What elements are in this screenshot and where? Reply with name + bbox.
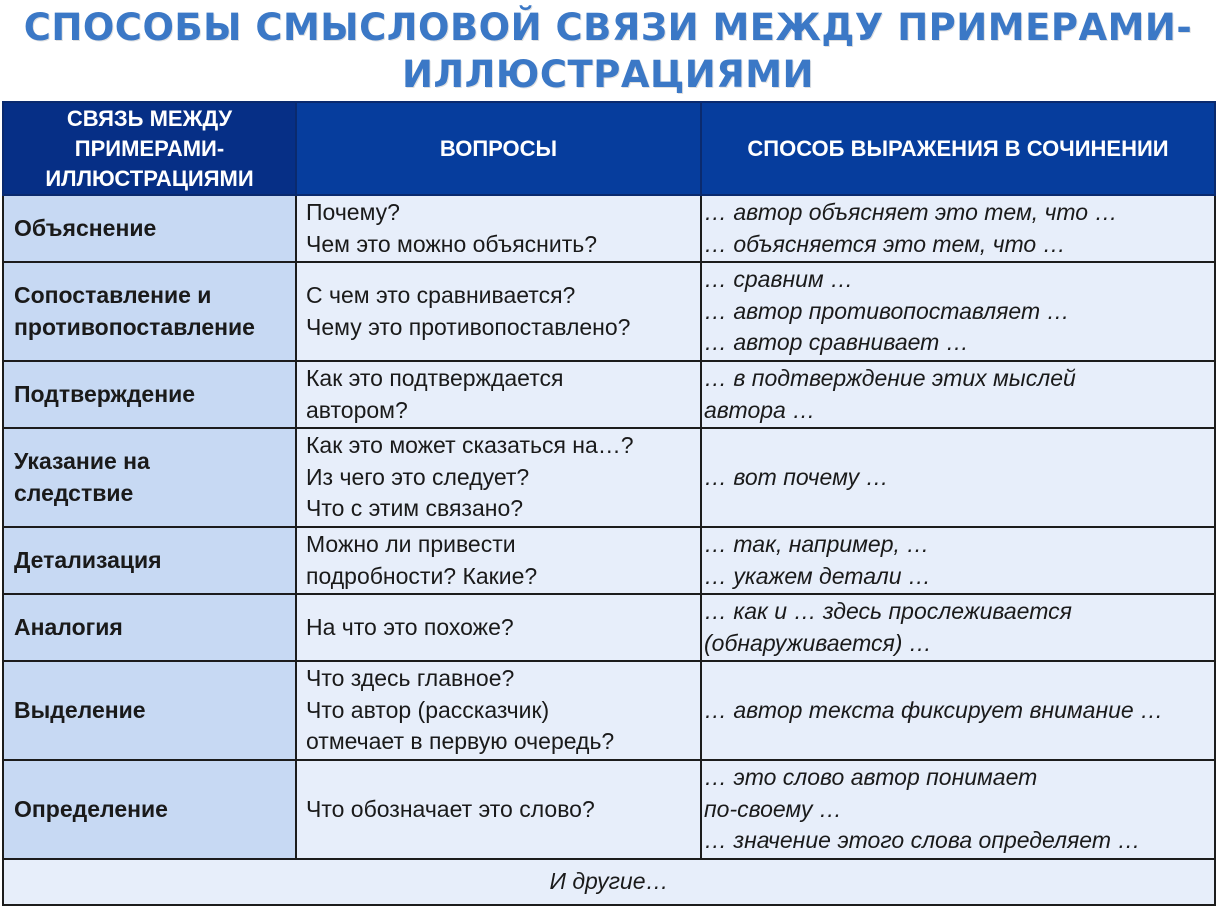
connection-type-cell: [3, 661, 296, 760]
expression-text: … автор объясняет это тем, что …: [704, 199, 1118, 225]
expression-text: … сравним …: [704, 266, 854, 293]
table-row: [3, 661, 1215, 760]
question-text: Что автор (рассказчик): [306, 696, 550, 723]
table-row: [3, 361, 1215, 428]
questions-cell: [296, 527, 701, 594]
expression-text: … в подтверждение этих мыслей: [704, 365, 1076, 391]
connection-type-cell: [3, 195, 296, 262]
expression-text: … так, например, …: [704, 531, 930, 557]
connection-type-text: следствие: [14, 479, 134, 506]
question-text: Можно ли привести: [306, 531, 516, 557]
expression-cell: [701, 760, 1215, 859]
expression-text: (обнаруживается) …: [704, 629, 932, 656]
question-text: Что здесь главное?: [306, 665, 515, 692]
expression-cell: [701, 527, 1215, 594]
question-text: подробности? Какие?: [306, 562, 538, 589]
connection-type-text: Определение: [14, 795, 168, 822]
question-text: Из чего это следует?: [306, 463, 530, 490]
questions-cell: [296, 262, 701, 361]
table-row: [3, 195, 1215, 262]
questions-cell: [296, 760, 701, 859]
header-connection-type-line: ПРИМЕРАМИ-: [74, 135, 225, 161]
question-text: Как это может сказаться на…?: [306, 432, 634, 459]
table-row: [3, 428, 1215, 527]
connection-type-cell: [3, 760, 296, 859]
question-text: Почему?: [306, 199, 400, 225]
question-text: Что обозначает это слово?: [306, 795, 595, 822]
expression-cell: [701, 594, 1215, 661]
question-text: автором?: [306, 396, 408, 423]
connection-type-cell: [3, 262, 296, 361]
question-text: Чем это можно объяснить?: [306, 230, 598, 257]
connections-table: [2, 101, 1216, 906]
header-connection-type-line: ИЛЛЮСТРАЦИЯМИ: [45, 165, 254, 191]
expression-text: … автор противопоставляет …: [704, 297, 1070, 324]
expression-cell: [701, 428, 1215, 527]
header-questions: ВОПРОСЫ: [296, 102, 701, 195]
header-connection-type: [3, 102, 296, 195]
connection-type-text: Аналогия: [14, 613, 123, 640]
expression-text: по-своему …: [704, 795, 842, 822]
expression-text: … значение этого слова определяет …: [704, 827, 1141, 854]
page-title-line-1: СПОСОБЫ СМЫСЛОВОЙ СВЯЗИ МЕЖДУ ПРИМЕРАМИ-: [23, 6, 1193, 49]
table-body: [3, 195, 1215, 905]
connection-type-cell: [3, 527, 296, 594]
header-row: [3, 102, 1215, 195]
table-row: [3, 527, 1215, 594]
questions-cell: [296, 195, 701, 262]
expression-text: … автор текста фиксирует внимание …: [704, 696, 1164, 723]
expression-cell: [701, 361, 1215, 428]
page-title-line-2: ИЛЛЮСТРАЦИЯМИ: [401, 53, 815, 96]
question-text: С чем это сравнивается?: [306, 282, 576, 308]
expression-cell: [701, 661, 1215, 760]
questions-cell: [296, 594, 701, 661]
question-text: Как это подтверждается: [306, 365, 564, 391]
questions-cell: [296, 661, 701, 760]
expression-cell: [701, 262, 1215, 361]
question-text: отмечает в первую очередь?: [306, 728, 615, 755]
table-footer-row: [3, 859, 1215, 905]
expression-text: … укажем детали …: [704, 562, 931, 589]
expression-text: автора …: [704, 396, 816, 423]
question-text: На что это похоже?: [306, 613, 514, 640]
connection-type-text: Выделение: [14, 696, 146, 723]
expression-text: … вот почему …: [704, 463, 889, 490]
connection-type-text: Сопоставление и: [14, 282, 212, 308]
header-connection-type-line: СВЯЗЬ МЕЖДУ: [66, 105, 233, 131]
table-row: [3, 760, 1215, 859]
connection-type-cell: [3, 361, 296, 428]
connection-type-cell: [3, 428, 296, 527]
connection-type-text: Указание на: [14, 448, 150, 474]
expression-text: … объясняется это тем, что …: [704, 230, 1066, 257]
question-text: Чему это противопоставлено?: [306, 313, 631, 340]
page-title: [0, 4, 1216, 98]
connection-type-text: Объяснение: [14, 214, 157, 241]
connection-type-text: Детализация: [14, 546, 162, 573]
expression-text: … как и … здесь прослеживается: [704, 598, 1072, 624]
table-row: [3, 594, 1215, 661]
table-row: [3, 262, 1215, 361]
connection-type-cell: [3, 594, 296, 661]
question-text: Что с этим связано?: [306, 495, 524, 522]
header-expression: СПОСОБ ВЫРАЖЕНИЯ В СОЧИНЕНИИ: [701, 102, 1215, 195]
expression-text: … автор сравнивает …: [704, 329, 969, 356]
questions-cell: [296, 428, 701, 527]
connection-type-text: противопоставление: [14, 313, 255, 340]
connection-type-text: Подтверждение: [14, 380, 196, 407]
expression-text: … это слово автор понимает: [704, 764, 1038, 791]
questions-cell: [296, 361, 701, 428]
expression-cell: [701, 195, 1215, 262]
footer-others-cell: И другие…: [3, 859, 1215, 905]
